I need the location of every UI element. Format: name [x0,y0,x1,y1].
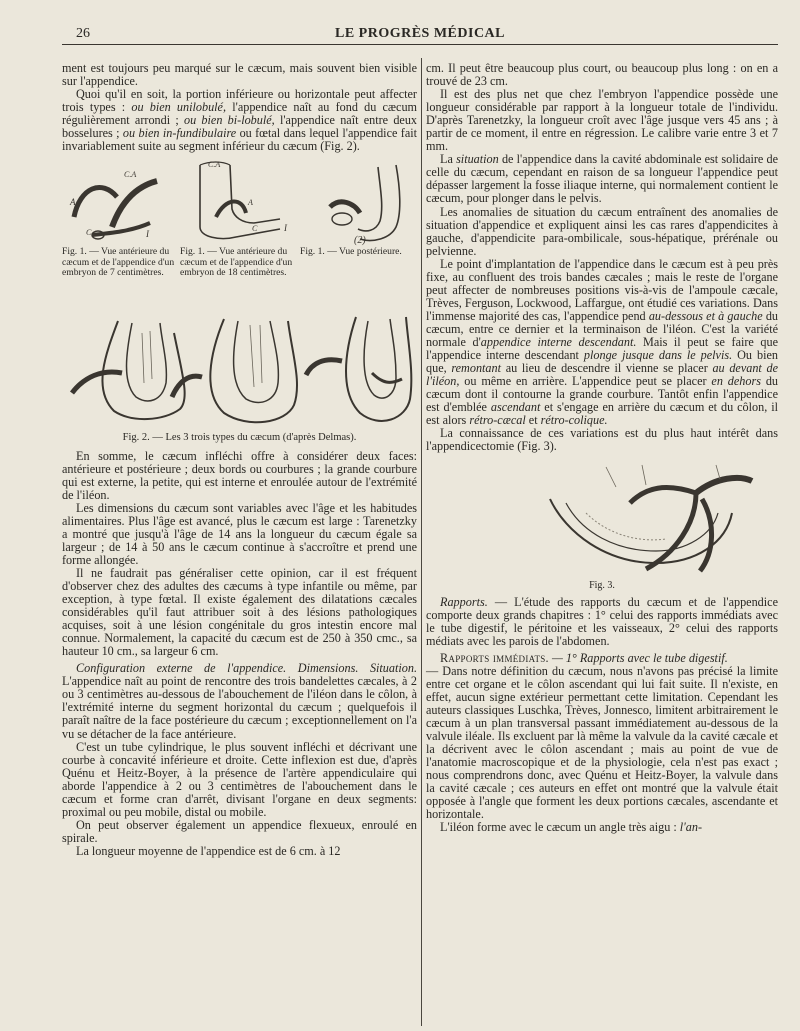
paragraph: Rapports. — L'étude des rapports du cæcum et de l'appendice comporte deux grands chapitres : 1° celui des rapports immédiats avec le tube digestif, le péritoine et les vaisseaux, 2° celui des rapports médiats avec les parois de l'abdomen. [426,594,778,648]
figure-1-row [62,157,417,309]
column-divider [421,58,422,1026]
paragraph: La longueur moyenne de l'appendice est de 6 cm. à 12 [76,843,341,858]
paragraph: Rapports immédiats. — 1° Rapports avec le tube digestif. [440,650,728,665]
paragraph: Il est des plus net que chez l'embryon l'appendice possède une longueur considérable par rapport à la longueur totale de l'individu. D'après Tarenetzky, la longueur croît avec l'âge jusque vers 45 ans ; à partir de ce moment, il entre en régression. Le calibre varie entre 3 et 7 mm. [426,87,778,154]
svg-text:(2): (2) [354,235,366,247]
paragraph: Le point d'implantation de l'appendice dans le cæcum est à peu près fixe, au confluent des trois bandes cæcales ; mais le reste de l'organe peut affecter de nombreuses positions vis-à-vis de l'ampoule cæcale, Trèves, Ferguson, Lockwood, Laffargue, ont étudié ces variations. Dans l'immense majorité des cas, l'appendice pend au-dessous et à gauche du cæcum, entre ce dernier et la terminaison de l'iléon. C'est la variété normale d'appendice interne descendant. Mais il peut se faire que l'appendice interne descendant plonge jusque dans le pelvis. Ou bien que, remontant au lieu de descendre il vienne se placer au devant de l'iléon, ou même en arrière. L'appendice peut se placer en dehors du cæcum dont il contourne la grande courbure. Tantôt enfin l'appendice est d'emblée ascendant et s'engage en arrière du cæcum et du côlon, il est alors rétro-cæcal et rétro-colique. [426,256,779,428]
page-number: 26 [76,26,90,41]
page-header [62,22,778,45]
svg-text:C: C [252,224,258,234]
figure-3 [426,463,778,591]
paragraph: Il ne faudrait pas généraliser cette opinion, car il est fréquent d'observer chez des adultes des cæcums à type infantile ou même, par exception, à type fœtal. Il existe également des dilatations cæcales considérables qu'il faut attribuer soit à des lésions pathologiques acquises, soit à une lésion congénitale du gros intestin encore mal connue. Normalement, la capacité du cæcum est de 250 à 350 cmc., sa hauteur 10 cm., sa largeur 6 cm. [62,565,417,659]
svg-text:A: A [248,198,253,208]
paragraph: — Dans notre définition du cæcum, nous n'avons pas précisé la limite entre cet organe et le côlon ascendant qui lui fait suite. Il n'existe, en effet, aucun signe extérieur permettant cette limitation. Cependant les auteurs classiques Luschka, Trèves, Jonnesco, limitent arbitrairement le cæcum à un plan transversal passant immédiatement au-dessous de la valvule iléale. Ils excluent par là même la valvule da la cavité cæcale et la décrivent avec le côlon ascendant ; mais au point de vue de l'anatomie macroscopique et de la physiologie, cela n'est pas exact ; nous comprendrons donc, avec Quénu et Heitz-Boyer, la valvule dans la cavité cæcale ; ces auteurs en effet ont montré que la valvule était opposée à l'angle que forment les deux portions cæcales, ascendante et horizontale. [426,663,778,822]
left-column [62,62,417,858]
figure-1a-caption: Fig. 1. — Vue antérieure du cæcum et de l'appendice d'un embryon de 7 centimètres. [62,246,175,278]
paragraph: Quoi qu'il en soit, la portion inférieure ou horizontale peut affecter trois types : ou bien unilobulé, l'appendice naît au fond du cæcum régulièrement arrondi ; ou bien bi-lobulé, l'appendice naît entre deux bosselures ; ou bien in-fundibulaire ou fœtal dans lequel l'appendice fait invariablement suite au segment inférieur du cæcum (Fig. 2). [62,87,418,154]
figure-1c [300,157,417,257]
appendix-variations-drawing [546,463,756,581]
embryo-cecum-drawing-a [62,157,180,247]
embryo-cecum-drawing-c [300,157,417,247]
paragraph: En somme, le cæcum infléchi offre à considérer deux faces: antérieure et postérieure ; deux bords ou courbures ; la grande courbure qui est externe, la petite, qui est interne et enroulée autour de l'extrémité de l'iléon. [62,448,417,502]
paragraph: On peut observer également un appendice flexueux, enroulé en spirale. [62,817,417,845]
paragraph: Les dimensions du cæcum sont variables avec l'âge et les habitudes alimentaires. Plus l'âge est avancé, plus le cæcum est large : Tarenetzky a montré que jusqu'à l'âge de 14 ans la longueur du cæcum égale sa largeur ; de 14 à 50 ans le cæcum continue à s'accroître et prend une forme allongée. [62,500,417,567]
paragraph: La connaissance de ces variations est du plus haut intérêt dans l'appendicectomie (Fig. 3). [426,426,778,454]
figure-1c-caption: Fig. 1. — Vue postérieure. [300,246,402,258]
paragraph: cm. Il peut être beaucoup plus court, ou beaucoup plus long : on en a trouvé de 23 cm. [426,61,778,89]
svg-text:I: I [284,223,287,234]
figure-3-caption: Fig. 3. [589,580,615,592]
svg-text:A: A [70,197,76,208]
right-column [426,62,778,834]
paragraph: C'est un tube cylindrique, le plus souvent infléchi et décrivant une courbe à concavité inférieure et droite. Cette inflexion est due, d'après Quénu et Heitz-Boyer, à la présence de l'artère appendiculaire qui aborde l'appendice à 2 ou 3 centimètres de l'abouchement dans le cæcum et forme cran d'arrêt, divisant l'organe en deux segments: proximal ou peu mobile, distal ou mobile. [62,739,417,819]
paragraph: Configuration externe de l'appendice. Dimensions. Situation. L'appendice naît au point de rencontre des trois bandelettes cæcales, à 2 ou 3 centimètres au-dessous de l'abouchement de l'iléon dans le côlon, à l'extrémité interne du segment horizontal du cæcum ; quelquefois il paraît naître de la face postérieure du cæcum ; exceptionnellement on l'a vu se détacher de la face antérieure. [62,661,417,741]
journal-title: LE PROGRÈS MÉDICAL [334,26,506,41]
section-title: Rapports. [440,594,488,609]
paragraph: L'iléon forme avec le cæcum un angle très aigu : l'an- [440,820,703,835]
figure-1a [62,157,180,278]
svg-text:I: I [146,229,149,240]
embryo-cecum-drawing-b [180,157,298,247]
svg-text:C.A: C.A [208,160,221,170]
figure-1b [180,157,298,278]
cecum-types-drawing [62,313,417,431]
svg-text:C.A: C.A [124,170,137,180]
figure-2-caption: Fig. 2. — Les 3 trois types du cæcum (d'après Delmas). [122,432,357,444]
paragraph: Les anomalies de situation du cæcum entraînent des anomalies de situation d'appendice et expliquent ainsi les cas rares d'appendicites à gauche, d'appendicite para-ombilicale, sous-hépatique, prérénale ou pelvienne. [426,204,778,258]
figure-2 [62,313,417,443]
section-heading: Rapports immédiats. [440,650,549,665]
paragraph: ment est toujours peu marqué sur le cæcum, mais souvent bien visible sur l'appendice. [62,61,417,89]
figure-1b-caption: Fig. 1. — Vue antérieure du cæcum et de l'appendice d'un embryon de 18 centimètres. [180,246,293,278]
paragraph: La situation de l'appendice dans la cavité abdominale est solidaire de celle du cæcum, cependant en raison de sa longueur l'appendice peut dépasser largement la fosse iliaque interne, qui normalement contient le cæcum, pour plonger dans le pelvis. [426,152,779,206]
svg-text:C: C [86,228,92,238]
section-title: Configuration externe de l'appendice. Dimensions. Situation. [76,661,417,676]
